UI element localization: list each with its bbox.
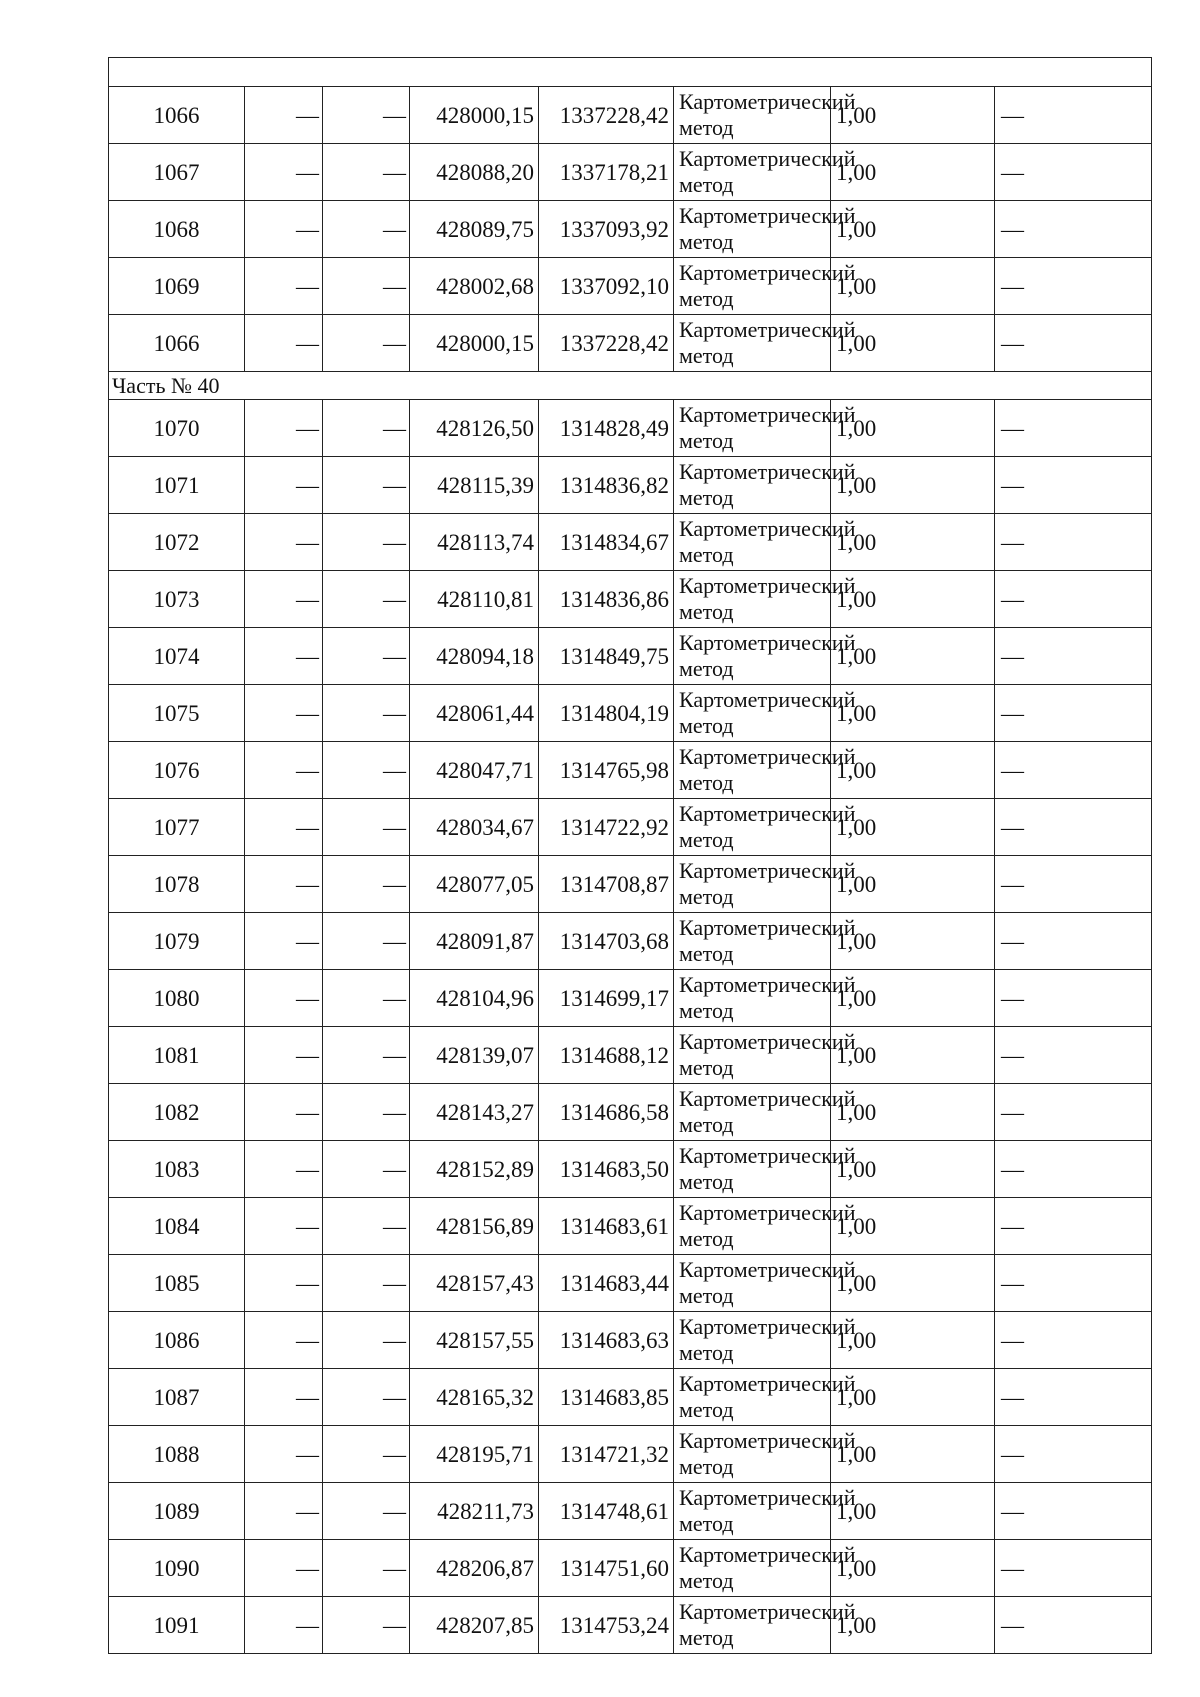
description-cell: — (995, 1426, 1152, 1483)
description-cell: — (995, 144, 1152, 201)
y-coordinate-cell: 1314703,68 (539, 913, 674, 970)
x-coordinate-cell: 428000,15 (410, 87, 539, 144)
x-coordinate-cell: 428061,44 (410, 685, 539, 742)
x-coordinate-cell: 428156,89 (410, 1198, 539, 1255)
y-coordinate-cell: 1337178,21 (539, 144, 674, 201)
accuracy-cell: 1,00 (831, 913, 995, 970)
x-coordinate-cell: 428000,15 (410, 315, 539, 372)
method-cell: Картометрический метод (674, 1141, 831, 1198)
point-number-cell: 1081 (109, 1027, 245, 1084)
x-coordinate-cell: 428126,50 (410, 400, 539, 457)
dash-cell-b: — (323, 258, 410, 315)
accuracy-cell: 1,00 (831, 457, 995, 514)
dash-cell-b: — (323, 144, 410, 201)
method-cell: Картометрический метод (674, 1084, 831, 1141)
y-coordinate-cell: 1314836,82 (539, 457, 674, 514)
y-coordinate-cell: 1314708,87 (539, 856, 674, 913)
table-row (109, 628, 1152, 685)
method-cell: Картометрический метод (674, 400, 831, 457)
method-cell: Картометрический метод (674, 87, 831, 144)
method-cell: Картометрический метод (674, 1540, 831, 1597)
x-coordinate-cell: 428077,05 (410, 856, 539, 913)
table-row (109, 258, 1152, 315)
dash-cell-a: — (245, 742, 323, 799)
description-cell: — (995, 1369, 1152, 1426)
accuracy-cell: 1,00 (831, 1141, 995, 1198)
y-coordinate-cell: 1337093,92 (539, 201, 674, 258)
description-cell: — (995, 1597, 1152, 1654)
x-coordinate-cell: 428088,20 (410, 144, 539, 201)
point-number-cell: 1066 (109, 315, 245, 372)
table-row (109, 1369, 1152, 1426)
table-row (109, 1483, 1152, 1540)
method-cell: Картометрический метод (674, 514, 831, 571)
dash-cell-a: — (245, 315, 323, 372)
dash-cell-b: — (323, 87, 410, 144)
point-number-cell: 1078 (109, 856, 245, 913)
description-cell: — (995, 799, 1152, 856)
description-cell: — (995, 571, 1152, 628)
description-cell: — (995, 1141, 1152, 1198)
accuracy-cell: 1,00 (831, 970, 995, 1027)
dash-cell-b: — (323, 685, 410, 742)
header-spacer-cell (109, 58, 1152, 87)
dash-cell-a: — (245, 799, 323, 856)
table-row (109, 1426, 1152, 1483)
method-cell: Картометрический метод (674, 258, 831, 315)
point-number-cell: 1076 (109, 742, 245, 799)
part-label: Часть № 40 (109, 372, 1152, 400)
method-cell: Картометрический метод (674, 856, 831, 913)
y-coordinate-cell: 1314683,50 (539, 1141, 674, 1198)
description-cell: — (995, 514, 1152, 571)
method-cell: Картометрический метод (674, 1597, 831, 1654)
dash-cell-a: — (245, 571, 323, 628)
dash-cell-b: — (323, 1540, 410, 1597)
dash-cell-b: — (323, 1255, 410, 1312)
y-coordinate-cell: 1314751,60 (539, 1540, 674, 1597)
table-row (109, 1198, 1152, 1255)
x-coordinate-cell: 428152,89 (410, 1141, 539, 1198)
y-coordinate-cell: 1314722,92 (539, 799, 674, 856)
point-number-cell: 1070 (109, 400, 245, 457)
accuracy-cell: 1,00 (831, 1597, 995, 1654)
point-number-cell: 1088 (109, 1426, 245, 1483)
accuracy-cell: 1,00 (831, 87, 995, 144)
point-number-cell: 1082 (109, 1084, 245, 1141)
dash-cell-b: — (323, 1198, 410, 1255)
dash-cell-b: — (323, 1597, 410, 1654)
description-cell: — (995, 201, 1152, 258)
point-number-cell: 1072 (109, 514, 245, 571)
x-coordinate-cell: 428207,85 (410, 1597, 539, 1654)
dash-cell-a: — (245, 1597, 323, 1654)
x-coordinate-cell: 428110,81 (410, 571, 539, 628)
description-cell: — (995, 628, 1152, 685)
y-coordinate-cell: 1314683,85 (539, 1369, 674, 1426)
dash-cell-b: — (323, 400, 410, 457)
y-coordinate-cell: 1314683,61 (539, 1198, 674, 1255)
method-cell: Картометрический метод (674, 571, 831, 628)
point-number-cell: 1090 (109, 1540, 245, 1597)
x-coordinate-cell: 428211,73 (410, 1483, 539, 1540)
description-cell: — (995, 400, 1152, 457)
accuracy-cell: 1,00 (831, 1084, 995, 1141)
method-cell: Картометрический метод (674, 742, 831, 799)
table-row (109, 1141, 1152, 1198)
dash-cell-a: — (245, 685, 323, 742)
point-number-cell: 1084 (109, 1198, 245, 1255)
table-row (109, 685, 1152, 742)
dash-cell-b: — (323, 457, 410, 514)
description-cell: — (995, 742, 1152, 799)
dash-cell-b: — (323, 1312, 410, 1369)
accuracy-cell: 1,00 (831, 201, 995, 258)
table-header-spacer-row (109, 58, 1152, 87)
x-coordinate-cell: 428165,32 (410, 1369, 539, 1426)
accuracy-cell: 1,00 (831, 571, 995, 628)
accuracy-cell: 1,00 (831, 1483, 995, 1540)
method-cell: Картометрический метод (674, 799, 831, 856)
point-number-cell: 1085 (109, 1255, 245, 1312)
dash-cell-a: — (245, 1312, 323, 1369)
point-number-cell: 1073 (109, 571, 245, 628)
coordinates-table (108, 57, 1152, 1654)
accuracy-cell: 1,00 (831, 315, 995, 372)
x-coordinate-cell: 428143,27 (410, 1084, 539, 1141)
description-cell: — (995, 1312, 1152, 1369)
description-cell: — (995, 1483, 1152, 1540)
method-cell: Картометрический метод (674, 913, 831, 970)
method-cell: Картометрический метод (674, 1483, 831, 1540)
accuracy-cell: 1,00 (831, 258, 995, 315)
dash-cell-b: — (323, 628, 410, 685)
point-number-cell: 1071 (109, 457, 245, 514)
dash-cell-a: — (245, 514, 323, 571)
dash-cell-a: — (245, 1027, 323, 1084)
dash-cell-b: — (323, 856, 410, 913)
table-row (109, 856, 1152, 913)
dash-cell-b: — (323, 970, 410, 1027)
accuracy-cell: 1,00 (831, 1426, 995, 1483)
table-row (109, 514, 1152, 571)
method-cell: Картометрический метод (674, 457, 831, 514)
table-row (109, 144, 1152, 201)
dash-cell-b: — (323, 571, 410, 628)
y-coordinate-cell: 1314834,67 (539, 514, 674, 571)
y-coordinate-cell: 1314683,44 (539, 1255, 674, 1312)
description-cell: — (995, 1540, 1152, 1597)
dash-cell-a: — (245, 144, 323, 201)
dash-cell-b: — (323, 1141, 410, 1198)
table-row (109, 1255, 1152, 1312)
dash-cell-a: — (245, 87, 323, 144)
x-coordinate-cell: 428115,39 (410, 457, 539, 514)
y-coordinate-cell: 1314804,19 (539, 685, 674, 742)
table-row (109, 571, 1152, 628)
method-cell: Картометрический метод (674, 970, 831, 1027)
y-coordinate-cell: 1314721,32 (539, 1426, 674, 1483)
x-coordinate-cell: 428104,96 (410, 970, 539, 1027)
method-cell: Картометрический метод (674, 1255, 831, 1312)
method-cell: Картометрический метод (674, 201, 831, 258)
dash-cell-b: — (323, 1084, 410, 1141)
table-row (109, 457, 1152, 514)
x-coordinate-cell: 428034,67 (410, 799, 539, 856)
x-coordinate-cell: 428139,07 (410, 1027, 539, 1084)
point-number-cell: 1091 (109, 1597, 245, 1654)
table-row (109, 970, 1152, 1027)
accuracy-cell: 1,00 (831, 628, 995, 685)
point-number-cell: 1074 (109, 628, 245, 685)
point-number-cell: 1067 (109, 144, 245, 201)
accuracy-cell: 1,00 (831, 1369, 995, 1426)
point-number-cell: 1087 (109, 1369, 245, 1426)
point-number-cell: 1066 (109, 87, 245, 144)
description-cell: — (995, 315, 1152, 372)
accuracy-cell: 1,00 (831, 1540, 995, 1597)
description-cell: — (995, 87, 1152, 144)
y-coordinate-cell: 1314748,61 (539, 1483, 674, 1540)
table-row (109, 1597, 1152, 1654)
x-coordinate-cell: 428113,74 (410, 514, 539, 571)
x-coordinate-cell: 428047,71 (410, 742, 539, 799)
accuracy-cell: 1,00 (831, 400, 995, 457)
point-number-cell: 1080 (109, 970, 245, 1027)
dash-cell-a: — (245, 1426, 323, 1483)
dash-cell-a: — (245, 1084, 323, 1141)
method-cell: Картометрический метод (674, 1027, 831, 1084)
point-number-cell: 1068 (109, 201, 245, 258)
accuracy-cell: 1,00 (831, 742, 995, 799)
y-coordinate-cell: 1314683,63 (539, 1312, 674, 1369)
dash-cell-b: — (323, 799, 410, 856)
dash-cell-b: — (323, 913, 410, 970)
accuracy-cell: 1,00 (831, 799, 995, 856)
dash-cell-a: — (245, 201, 323, 258)
method-cell: Картометрический метод (674, 685, 831, 742)
table-body (109, 58, 1152, 1654)
table-row (109, 1540, 1152, 1597)
x-coordinate-cell: 428089,75 (410, 201, 539, 258)
method-cell: Картометрический метод (674, 1369, 831, 1426)
table-row (109, 87, 1152, 144)
dash-cell-a: — (245, 913, 323, 970)
dash-cell-b: — (323, 742, 410, 799)
point-number-cell: 1089 (109, 1483, 245, 1540)
dash-cell-a: — (245, 1483, 323, 1540)
dash-cell-b: — (323, 1426, 410, 1483)
description-cell: — (995, 258, 1152, 315)
dash-cell-a: — (245, 1141, 323, 1198)
dash-cell-a: — (245, 457, 323, 514)
table-row (109, 742, 1152, 799)
x-coordinate-cell: 428206,87 (410, 1540, 539, 1597)
table-row (109, 1027, 1152, 1084)
method-cell: Картометрический метод (674, 1426, 831, 1483)
y-coordinate-cell: 1314753,24 (539, 1597, 674, 1654)
table-row (109, 1312, 1152, 1369)
table-row (109, 400, 1152, 457)
dash-cell-a: — (245, 1255, 323, 1312)
point-number-cell: 1083 (109, 1141, 245, 1198)
accuracy-cell: 1,00 (831, 1027, 995, 1084)
table-row (109, 315, 1152, 372)
dash-cell-b: — (323, 201, 410, 258)
table-row (109, 913, 1152, 970)
description-cell: — (995, 1027, 1152, 1084)
y-coordinate-cell: 1314699,17 (539, 970, 674, 1027)
x-coordinate-cell: 428195,71 (410, 1426, 539, 1483)
table-row (109, 1084, 1152, 1141)
y-coordinate-cell: 1337092,10 (539, 258, 674, 315)
description-cell: — (995, 856, 1152, 913)
point-number-cell: 1075 (109, 685, 245, 742)
y-coordinate-cell: 1314836,86 (539, 571, 674, 628)
y-coordinate-cell: 1314686,58 (539, 1084, 674, 1141)
method-cell: Картометрический метод (674, 315, 831, 372)
table-row (109, 799, 1152, 856)
accuracy-cell: 1,00 (831, 514, 995, 571)
accuracy-cell: 1,00 (831, 685, 995, 742)
description-cell: — (995, 457, 1152, 514)
accuracy-cell: 1,00 (831, 1312, 995, 1369)
dash-cell-a: — (245, 258, 323, 315)
dash-cell-b: — (323, 1369, 410, 1426)
dash-cell-a: — (245, 1198, 323, 1255)
x-coordinate-cell: 428091,87 (410, 913, 539, 970)
accuracy-cell: 1,00 (831, 856, 995, 913)
x-coordinate-cell: 428094,18 (410, 628, 539, 685)
dash-cell-b: — (323, 315, 410, 372)
accuracy-cell: 1,00 (831, 1198, 995, 1255)
method-cell: Картометрический метод (674, 1198, 831, 1255)
description-cell: — (995, 913, 1152, 970)
method-cell: Картометрический метод (674, 628, 831, 685)
dash-cell-a: — (245, 628, 323, 685)
y-coordinate-cell: 1314765,98 (539, 742, 674, 799)
description-cell: — (995, 970, 1152, 1027)
dash-cell-b: — (323, 1483, 410, 1540)
point-number-cell: 1069 (109, 258, 245, 315)
description-cell: — (995, 685, 1152, 742)
method-cell: Картометрический метод (674, 144, 831, 201)
dash-cell-a: — (245, 856, 323, 913)
dash-cell-b: — (323, 514, 410, 571)
dash-cell-a: — (245, 970, 323, 1027)
x-coordinate-cell: 428157,43 (410, 1255, 539, 1312)
accuracy-cell: 1,00 (831, 144, 995, 201)
dash-cell-a: — (245, 1540, 323, 1597)
method-cell: Картометрический метод (674, 1312, 831, 1369)
description-cell: — (995, 1198, 1152, 1255)
y-coordinate-cell: 1314849,75 (539, 628, 674, 685)
point-number-cell: 1077 (109, 799, 245, 856)
y-coordinate-cell: 1314828,49 (539, 400, 674, 457)
dash-cell-a: — (245, 1369, 323, 1426)
point-number-cell: 1086 (109, 1312, 245, 1369)
y-coordinate-cell: 1314688,12 (539, 1027, 674, 1084)
point-number-cell: 1079 (109, 913, 245, 970)
table-row (109, 201, 1152, 258)
description-cell: — (995, 1084, 1152, 1141)
x-coordinate-cell: 428157,55 (410, 1312, 539, 1369)
y-coordinate-cell: 1337228,42 (539, 315, 674, 372)
dash-cell-b: — (323, 1027, 410, 1084)
y-coordinate-cell: 1337228,42 (539, 87, 674, 144)
description-cell: — (995, 1255, 1152, 1312)
dash-cell-a: — (245, 400, 323, 457)
part-header-row (109, 372, 1152, 400)
x-coordinate-cell: 428002,68 (410, 258, 539, 315)
accuracy-cell: 1,00 (831, 1255, 995, 1312)
